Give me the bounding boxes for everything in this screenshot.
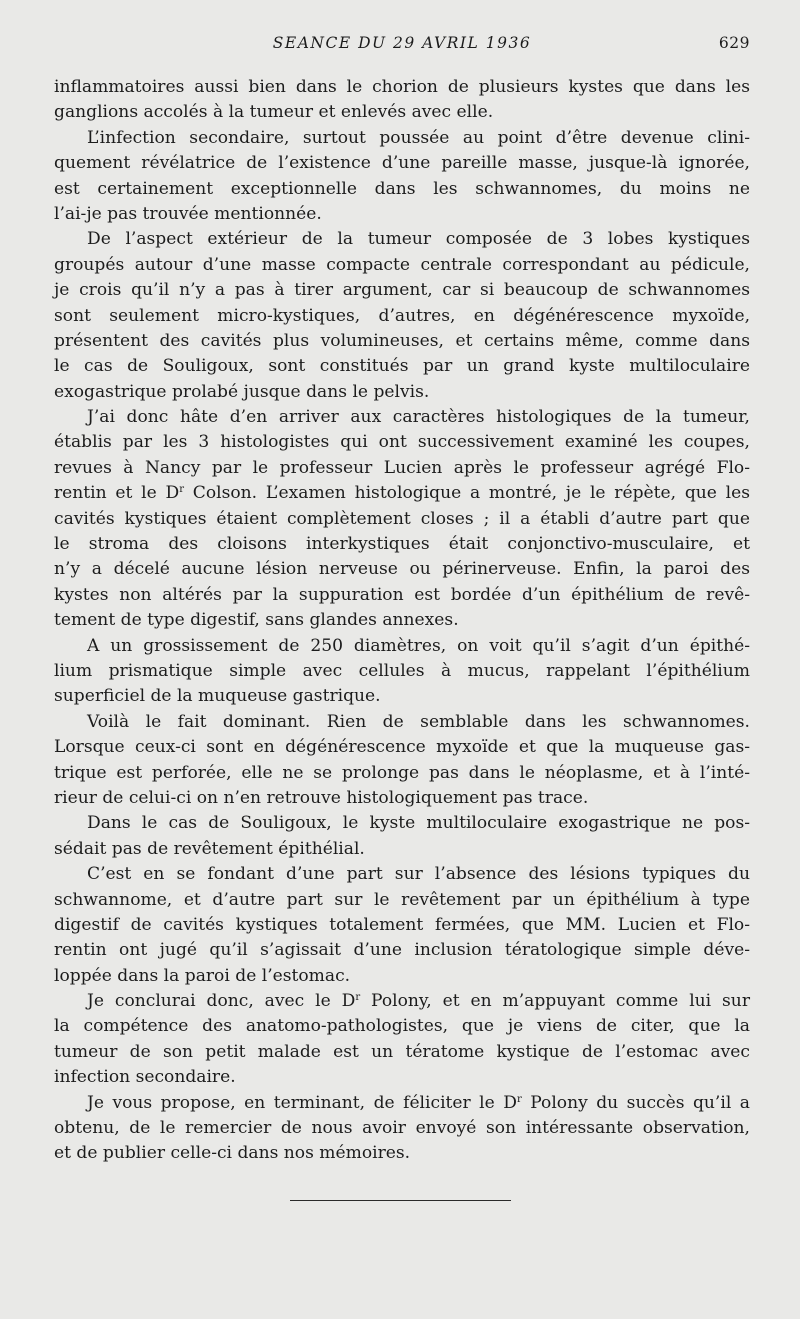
paragraph-5 (54, 634, 750, 710)
paragraph-1 (54, 75, 750, 126)
text-line-with-superscript (54, 481, 750, 506)
paragraph-9 (54, 989, 750, 1091)
text-line: le cas de Souligoux, sont constitués par un grand kyste multiloculaire (54, 356, 750, 377)
text-segment: Colson. L’examen histologique a montré, je le répète, que les (183, 483, 750, 504)
page-number: 629 (718, 34, 750, 52)
text-line: rentin ont jugé qu’il s’agissait d’une inclusion tératologique simple déve- (54, 940, 750, 961)
paragraph-3 (54, 227, 750, 405)
text-line: groupés autour d’une masse compacte centrale correspondant au pédicule, (54, 254, 750, 275)
text-line-with-superscript (54, 989, 750, 1014)
text-line: quement révélatrice de l’existence d’une pareille masse, jusque-là ignorée, (54, 153, 750, 174)
text-line: inflammatoires aussi bien dans le chorion de plusieurs kystes que dans les (54, 77, 750, 97)
text-line: schwannome, et d’autre part sur le revêtement par un épithélium à type (54, 889, 750, 910)
text-line: ganglions accolés à la tumeur et enlevés avec elle. (54, 102, 494, 123)
text-line: C’est en se fondant d’une part sur l’absence des lésions typiques du (87, 864, 750, 885)
text-line: trique est perforée, elle ne se prolonge pas dans le néoplasme, et à l’inté- (54, 762, 750, 783)
text-line: l’ai-je pas trouvée mentionnée. (54, 203, 322, 224)
text-line: Voilà le fait dominant. Rien de semblable dans les schwannomes. (87, 711, 750, 732)
text-line: Dans le cas de Souligoux, le kyste multiloculaire exogastrique ne pos- (87, 813, 750, 834)
text-line: loppée dans la paroi de l’estomac. (54, 965, 351, 986)
text-segment: Je vous propose, en terminant, de féliciter le D (87, 1092, 517, 1113)
text-line: la compétence des anatomo-pathologistes, que je viens de citer, que la (54, 1016, 750, 1037)
superscript-r: r (516, 1093, 522, 1105)
paragraph-7 (54, 811, 750, 862)
paragraph-2 (54, 126, 750, 228)
text-line: revues à Nancy par le professeur Lucien après le professeur agrégé Flo- (54, 457, 750, 478)
text-line: A un grossissement de 250 diamètres, on voit qu’il s’agit d’un épithé- (87, 635, 750, 656)
text-line: sont seulement micro-kystiques, d’autres, en dégénérescence myxoïde, (54, 305, 750, 326)
paragraph-6 (54, 710, 750, 812)
text-line: sédait pas de revêtement épithélial. (54, 838, 365, 859)
text-line: le stroma des cloisons interkystiques était conjonctivo-musculaire, et (54, 534, 750, 555)
text-line: établis par les 3 histologistes qui ont successivement examiné les coupes, (54, 432, 750, 453)
body-text (54, 75, 750, 1167)
text-segment: Je conclurai donc, avec le D (87, 991, 356, 1012)
superscript-r: r (355, 992, 361, 1004)
text-line: cavités kystiques étaient complètement closes ; il a établi d’autre part que (54, 508, 750, 529)
text-line: lium prismatique simple avec cellules à mucus, rappelant l’épithélium (54, 660, 750, 681)
text-line: obtenu, de le remercier de nous avoir envoyé son intéressante observation, (54, 1118, 750, 1139)
text-line: rieur de celui-ci on n’en retrouve histologiquement pas trace. (54, 787, 589, 808)
text-line: tumeur de son petit malade est un tératome kystique de l’estomac avec (54, 1041, 750, 1062)
text-line: Lorsque ceux-ci sont en dégénérescence myxoïde et que la muqueuse gas- (54, 737, 750, 758)
superscript-r: r (179, 484, 184, 496)
text-line-with-superscript (54, 1091, 750, 1116)
running-header (54, 34, 750, 56)
text-line: exogastrique prolabé jusque dans le pelvis. (54, 381, 430, 402)
text-line: infection secondaire. (54, 1067, 236, 1088)
text-line: je crois qu’il n’y a pas à tirer argument, car si beaucoup de schwannomes (54, 280, 750, 301)
text-line: présentent des cavités plus volumineuses, et certains même, comme dans (54, 330, 750, 351)
text-segment: Polony, et en m’appuyant comme lui sur (360, 991, 750, 1012)
end-rule (290, 1200, 511, 1201)
text-line: digestif de cavités kystiques totalement fermées, que MM. Lucien et Flo- (54, 914, 750, 935)
text-line: kystes non altérés par la suppuration est bordée d’un épithélium de revê- (54, 584, 750, 605)
text-segment: rentin et le D (54, 483, 180, 504)
text-line: et de publier celle-ci dans nos mémoires. (54, 1143, 411, 1164)
text-line: tement de type digestif, sans glandes annexes. (54, 610, 459, 631)
text-line: L’infection secondaire, surtout poussée au point d’être devenue clini- (87, 127, 750, 148)
text-line: J’ai donc hâte d’en arriver aux caractères histologiques de la tumeur, (87, 407, 750, 428)
paragraph-4 (54, 405, 750, 634)
text-segment: Polony du succès qu’il a (521, 1092, 750, 1113)
running-title: SEANCE DU 29 AVRIL 1936 (272, 34, 532, 52)
text-line: n’y a décelé aucune lésion nerveuse ou périnerveuse. Enfin, la paroi des (54, 559, 750, 580)
text-line: est certainement exceptionnelle dans les schwannomes, du moins ne (54, 178, 750, 199)
paragraph-8 (54, 862, 750, 989)
paragraph-10 (54, 1091, 750, 1167)
text-line: De l’aspect extérieur de la tumeur composée de 3 lobes kystiques (87, 229, 750, 250)
text-line: superficiel de la muqueuse gastrique. (54, 686, 381, 707)
